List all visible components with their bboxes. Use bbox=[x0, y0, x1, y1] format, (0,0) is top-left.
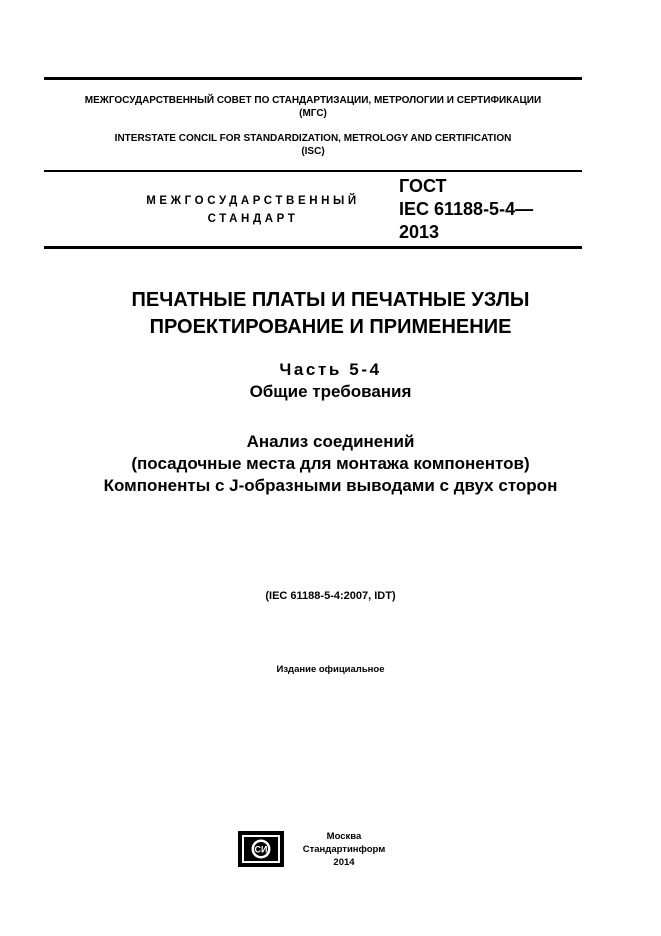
publisher-city: Москва bbox=[326, 831, 362, 842]
title-line2: ПРОЕКТИРОВАНИЕ И ПРИМЕНЕНИЕ bbox=[149, 316, 512, 338]
council-en-line1: INTERSTATE CONCIL FOR STANDARDIZATION, METROLOGY AND CERTIFICATION bbox=[114, 133, 512, 144]
title-line1: ПЕЧАТНЫЕ ПЛАТЫ И ПЕЧАТНЫЕ УЗЛЫ bbox=[131, 289, 530, 311]
top-rule bbox=[44, 77, 582, 80]
designation-line2: IEC 61188-5-4— bbox=[399, 199, 534, 219]
council-name-en bbox=[44, 132, 582, 158]
part-subtitle: Общие требования bbox=[249, 382, 412, 401]
subtitle-line3: Компоненты с J-образными выводами с двух сторон bbox=[103, 476, 558, 495]
iec-reference: (IEC 61188-5-4:2007, IDT) bbox=[265, 590, 396, 602]
designation-line3: 2013 bbox=[399, 222, 440, 242]
standard-label bbox=[120, 192, 386, 228]
subtitle-line2: (посадочные места для монтажа компонентов) bbox=[131, 454, 530, 473]
council-ru-line2: (МГС) bbox=[299, 108, 327, 119]
document-subtitle bbox=[0, 431, 661, 497]
standard-label-line2: СТАНДАРТ bbox=[207, 213, 299, 225]
publisher-logo-icon bbox=[238, 831, 284, 867]
publisher-block bbox=[292, 830, 396, 869]
designation-rule bbox=[44, 246, 582, 249]
part-label: Часть 5-4 bbox=[279, 360, 382, 379]
publisher-logo bbox=[238, 831, 284, 867]
council-ru-line1: МЕЖГОСУДАРСТВЕННЫЙ СОВЕТ ПО СТАНДАРТИЗАЦИИ, МЕТРОЛОГИИ И СЕРТИФИКАЦИИ bbox=[84, 95, 542, 106]
designation-line1: ГОСТ bbox=[399, 176, 447, 196]
document-title bbox=[0, 287, 661, 341]
part-block bbox=[0, 359, 661, 403]
standard-designation bbox=[399, 175, 533, 244]
standard-label-line1: МЕЖГОСУДАРСТВЕННЫЙ bbox=[146, 195, 360, 207]
publisher-name: Стандартинформ bbox=[302, 844, 386, 855]
council-name-ru bbox=[44, 94, 582, 120]
council-en-line2: (ISC) bbox=[301, 146, 325, 157]
header-rule bbox=[44, 170, 582, 172]
subtitle-line1: Анализ соединений bbox=[246, 432, 415, 451]
publication-year: 2014 bbox=[333, 857, 355, 868]
edition-note: Издание официальное bbox=[276, 664, 385, 675]
logo-text: СИ bbox=[254, 844, 268, 855]
